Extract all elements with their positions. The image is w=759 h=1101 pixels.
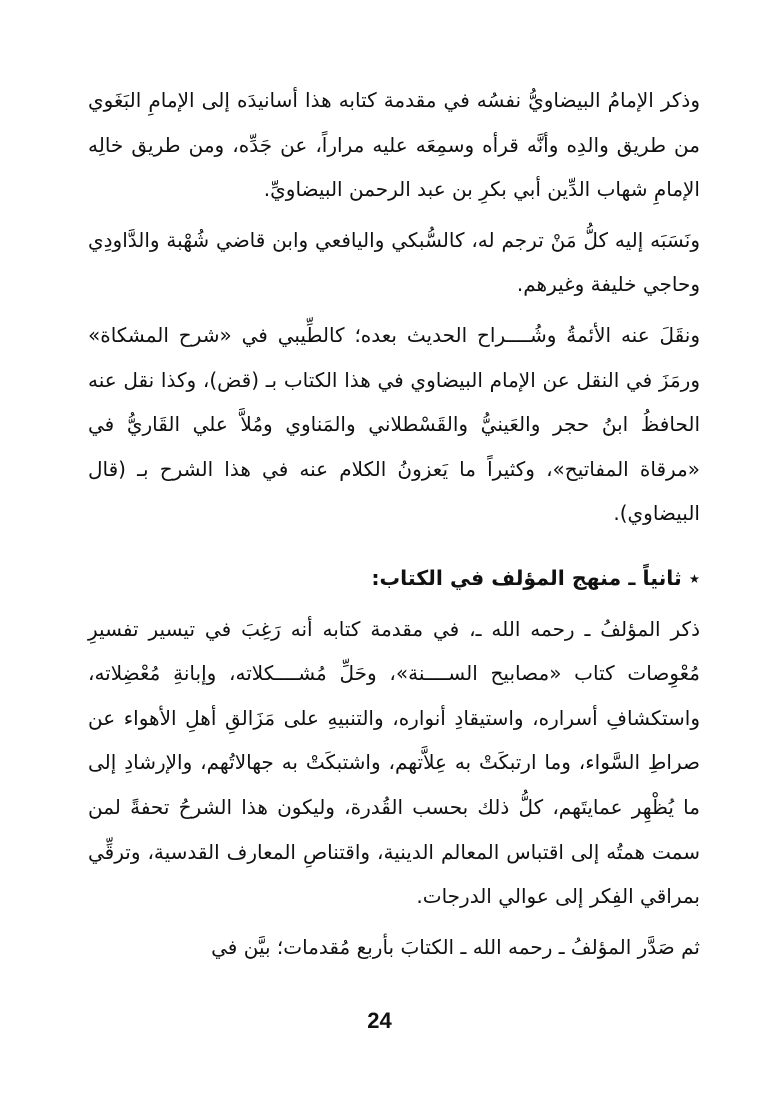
paragraph-attribution: ونَسَبَه إليه كلُّ مَنْ ترجم له، كالسُّبكي واليافعي وابن قاضي شُهْبة والدَّاودِي وحاجي خليفة وغيرهم. xyxy=(88,227,700,297)
section-heading-text: ثانياً ـ منهج المؤلف في الكتاب: xyxy=(371,565,682,590)
paragraph-method: ذكر المؤلفُ ـ رحمه الله ـ، في مقدمة كتابه أنه رَغِبَ في تيسير تفسيرِ مُعْوِصات كتاب «مصابيح الســــنة»، وحَلِّ مُشــــكلاته، وإبانةِ مُعْضِلاته، واستكشافِ أسراره، واستيقادِ أنواره، والتنبيهِ على مَزَالقِ أهلِ الأهواء عن صراطِ السَّواء، وما ارتبكَتْ به عِلاَّتهم، واشتبكَتْ به جهالاتُهم، والإرشادِ إلى ما يُظْهِر عمايتَهم، كلُّ ذلك بحسب القُدرة، وليكون هذا الشرحُ تحفةً لمن سمت همتُه إلى اقتباس المعالم الدينية، واقتناصِ المعارف القدسية، وترقِّي بمراقي الفِكر إلى عوالي الدرجات. xyxy=(88,616,700,909)
star-bullet-icon: ٭ xyxy=(688,565,700,590)
page-number: 24 xyxy=(367,1008,392,1033)
paragraph-introductions: ثم صَدَّر المؤلفُ ـ رحمه الله ـ الكتابَ بأربع مُقدمات؛ بيَّن في xyxy=(211,934,700,959)
page-content xyxy=(88,78,700,969)
section-heading xyxy=(88,556,700,601)
paragraph-citations: ونقَلَ عنه الأئمةُ وشُــــراح الحديث بعده؛ كالطِّيبي في «شرح المشكاة» ورمَزَ في النقل عن الإمام البيضاوي في هذا الكتاب بـ (قض)، وكذا نقل عنه الحافظُ ابنُ حجر والعَينيُّ والقَسْطلاني والمَناوي ومُلاَّ علي القَاريُّ في «مرقاة المفاتيح»، وكثيراً ما يَعزونُ الكلام عنه في هذا الشرح بـ (قال البيضاوي). xyxy=(88,322,700,526)
paragraph-authorship: وذكر الإمامُ البيضاويُّ نفسُه في مقدمة كتابه هذا أسانيدَه إلى الإمامِ البَغَوي من طريق والدِه وأنَّه قرأه وسمِعَه عليه مراراً، عن جَدِّه، ومن طريق خالِه الإمامِ شهاب الدِّين أبي بكرِ بن عبد الرحمن البيضاويِّ. xyxy=(88,88,700,202)
